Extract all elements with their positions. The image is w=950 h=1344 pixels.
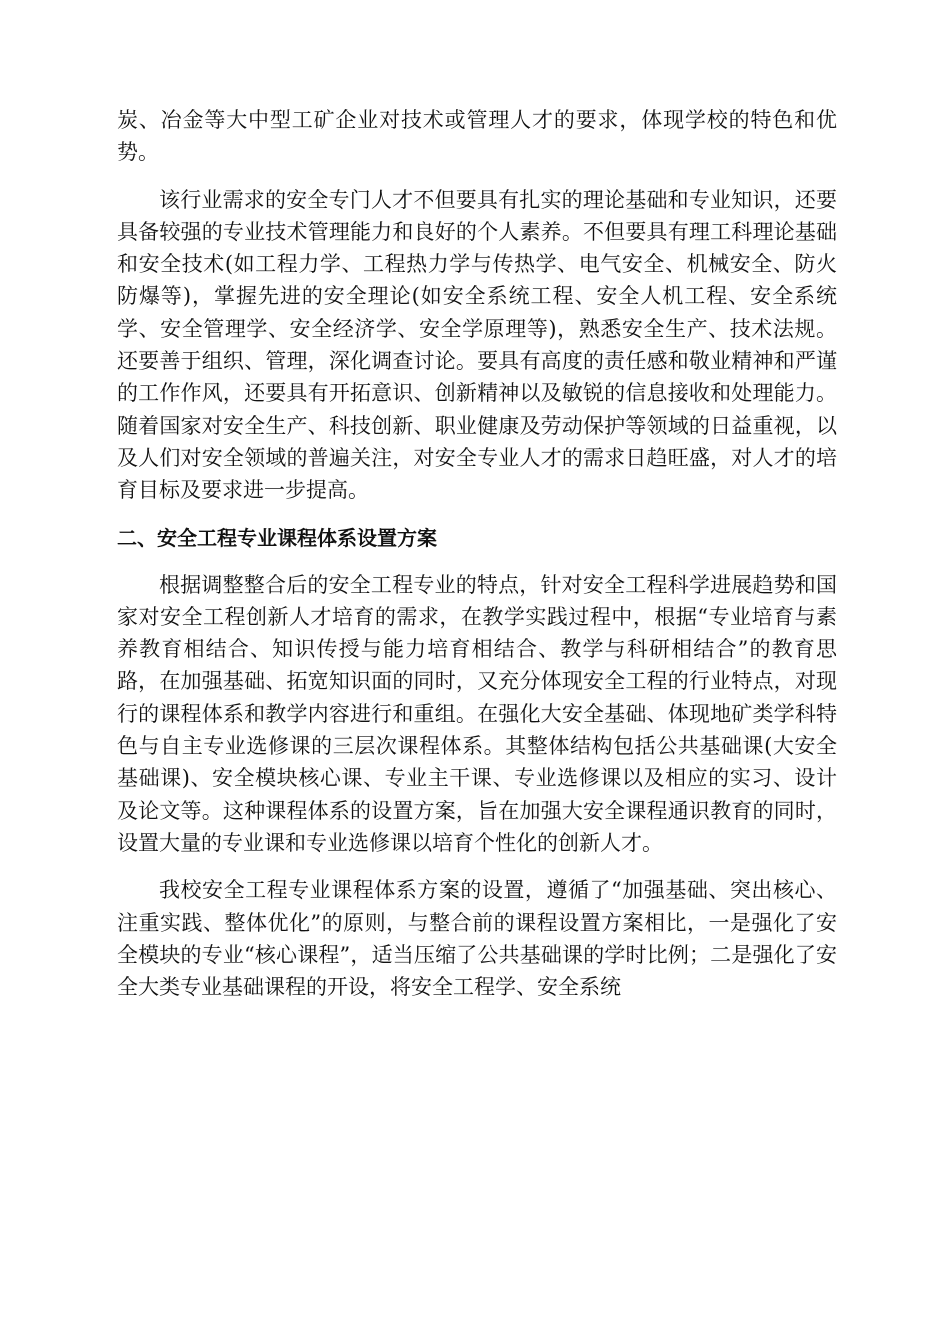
paragraph-continuation: 炭、冶金等大中型工矿企业对技术或管理人才的要求，体现学校的特色和优势。: [117, 108, 837, 165]
paragraph-talent-requirements: 该行业需求的安全专门人才不但要具有扎实的理论基础和专业知识，还要具备较强的专业技术管理能力和良好的个人素养。不但要具有理工科理论基础和安全技术(如工程力学、工程热力学与传热学、电气安全、机械安全、防火防爆等)，掌握先进的安全理论(如安全系统工程、安全人机工程、安全系统学、安全管理学、安全经济学、安全学原理等)，熟悉安全生产、技术法规。还要善于组织、管理，深化调查讨论。要具有高度的责任感和敬业精神和严谨的工作作风，还要具有开拓意识、创新精神以及敏锐的信息接收和处理能力。随着国家对安全生产、科技创新、职业健康及劳动保护等领域的日益重视，以及人们对安全领域的普遍关注，对安全专业人才的需求日趋旺盛，对人才的培育目标及要求进一步提高。: [117, 187, 837, 503]
paragraph-curriculum-plan: 根据调整整合后的安全工程专业的特点，针对安全工程科学进展趋势和国家对安全工程创新人才培育的需求，在教学实践过程中，根据“专业培育与素养教育相结合、知识传授与能力培育相结合、教学与科研相结合”的教育思路，在加强基础、拓宽知识面的同时，又充分体现安全工程的行业特点，对现行的课程体系和教学内容进行和重组。在强化大安全基础、体现地矿类学科特色与自主专业选修课的三层次课程体系。其整体结构包括公共基础课(大安全基础课)、安全模块核心课、专业主干课、专业选修课以及相应的实习、设计及论文等。这种课程体系的设置方案，旨在加强大安全课程通识教育的同时，设置大量的专业课和专业选修课以培育个性化的创新人才。: [117, 572, 837, 855]
section-heading: 二、安全工程专业课程体系设置方案: [117, 525, 437, 550]
document-body: [117, 104, 837, 1003]
paragraph-curriculum-principles: 我校安全工程专业课程体系方案的设置，遵循了“加强基础、突出核心、注重实践、整体优化”的原则，与整合前的课程设置方案相比，一是强化了安全模块的专业“核心课程”，适当压缩了公共基础课的学时比例；二是强化了安全大类专业基础课程的开设，将安全工程学、安全系统: [117, 878, 837, 1000]
